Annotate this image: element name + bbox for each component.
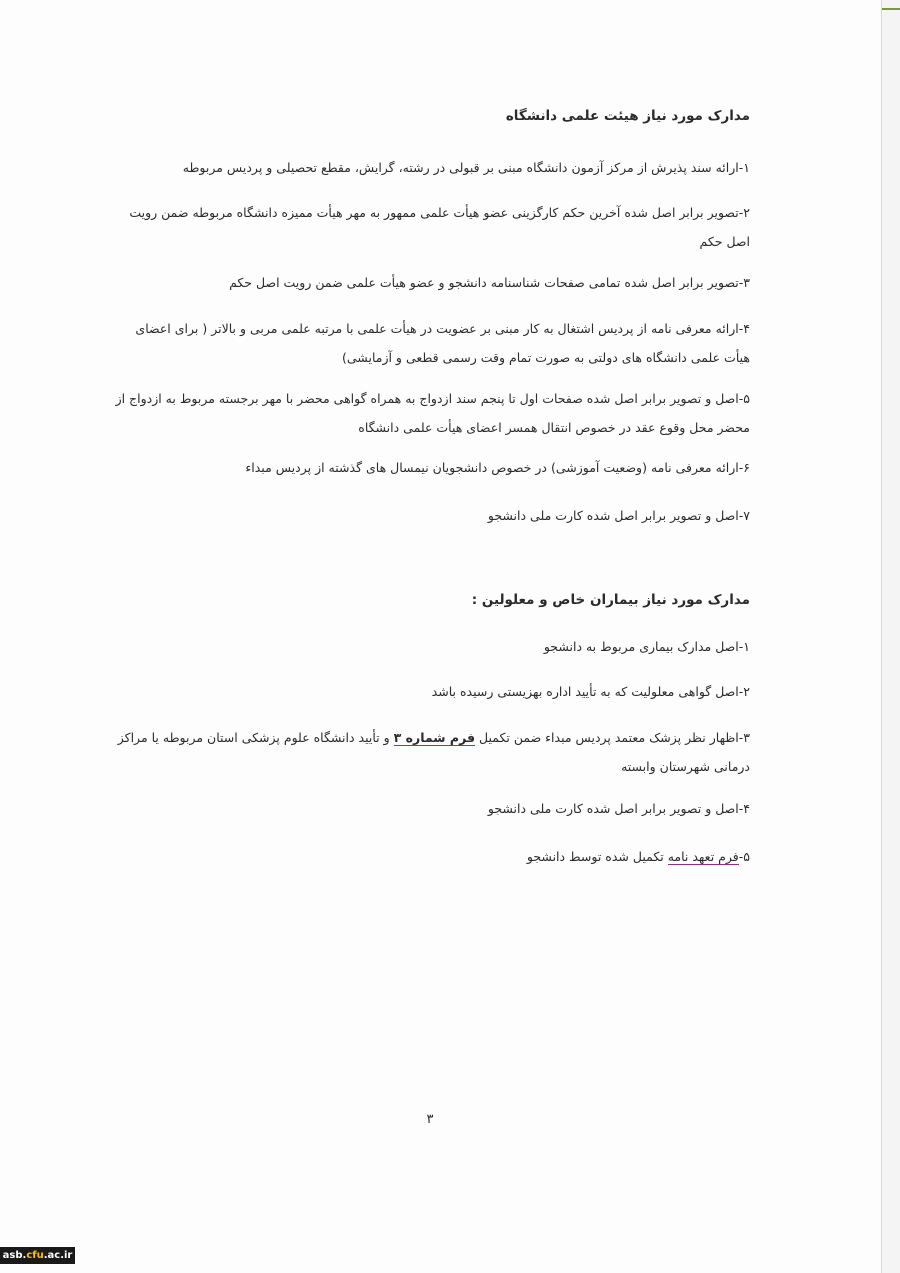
section2-item-1: ۱-اصل مدارک بیماری مربوط به دانشجو [543, 639, 750, 654]
page-number: ۳ [426, 1112, 434, 1127]
section1-item-1: ۱-ارائه سند پذیرش از مرکز آزمون دانشگاه مبنی بر قبولی در رشته، گرایش، مقطع تحصیلی و پردیس مربوطه [182, 160, 750, 175]
watermark-prefix: asb. [2, 1250, 27, 1261]
section2-item-5-end: تکمیل شده توسط دانشجو [526, 849, 668, 864]
watermark-suffix: .ac.ir [43, 1250, 73, 1261]
section2-item-3-start: ۳-اظهار نظر پزشک معتمد پردیس مبداء ضمن تکمیل [475, 730, 750, 745]
section2-title: مدارک مورد نیاز بیماران خاص و معلولین : [471, 592, 750, 608]
section2-item-2: ۲-اصل گواهی معلولیت که به تأیید اداره بهزیستی رسیده باشد [431, 684, 750, 699]
section2-item-3-end: و تأیید دانشگاه علوم پزشکی استان مربوطه یا مراکز درمانی شهرستان وابسته [117, 730, 750, 774]
site-watermark [0, 1247, 75, 1264]
section1-item-6: ۶-ارائه معرفی نامه (وضعیت آموزشی) در خصوص دانشجویان نیمسال های گذشته از پردیس مبداء [245, 460, 750, 475]
form-3-link[interactable]: فرم شماره ۳ [393, 730, 476, 745]
section2-item-5 [108, 842, 750, 871]
section1-item-2: ۲-تصویر برابر اصل شده آخرین حکم کارگزینی عضو هیأت علمی ممهور به مهر هیأت ممیزه دانشگاه مربوطه ضمن رویت اصل حکم [129, 205, 750, 249]
section1-item-7: ۷-اصل و تصویر برابر اصل شده کارت ملی دانشجو [487, 508, 750, 523]
section1-title: مدارک مورد نیاز هیئت علمی دانشگاه [505, 108, 750, 124]
page-edge [881, 0, 900, 1273]
edge-mark [882, 8, 900, 10]
watermark-accent: cfu [26, 1250, 44, 1261]
section1-item-3: ۳-تصویر برابر اصل شده تمامی صفحات شناسنامه دانشجو و عضو هیأت علمی ضمن رویت اصل حکم [229, 275, 750, 290]
section2-item-5-start: ۵- [738, 849, 750, 864]
section2-item-4: ۴-اصل و تصویر برابر اصل شده کارت ملی دانشجو [487, 801, 750, 816]
commitment-form-link[interactable]: فرم تعهد نامه [667, 849, 739, 864]
section2-item-3 [108, 723, 750, 781]
section1-item-5: ۵-اصل و تصویر برابر اصل شده صفحات اول تا پنجم سند ازدواج به همراه گواهی محضر با مهر برجسته مربوط به ازدواج از محضر محل وقوع عقد در خصوص انتقال همسر اعضای هیأت علمی دانشگاه [115, 391, 750, 435]
section1-item-4: ۴-ارائه معرفی نامه از پردیس اشتغال به کار مبنی بر عضویت در هیأت علمی با مرتبه علمی مربی و بالاتر ( برای اعضای هیأت علمی دانشگاه های دولتی به صورت تمام وقت رسمی قطعی و آزمایشی) [135, 321, 750, 365]
